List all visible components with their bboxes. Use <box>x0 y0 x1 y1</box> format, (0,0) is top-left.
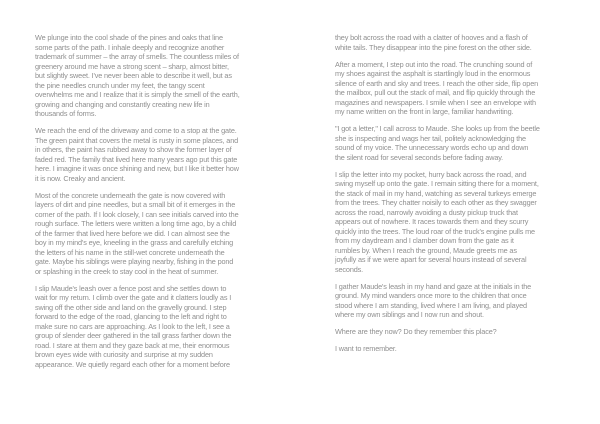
text-line: sound of my voice. The unnecessary words echo up and down <box>335 143 529 152</box>
paragraph <box>35 126 275 183</box>
paragraph <box>335 327 575 337</box>
text-line: the pine needles crunch under my feet, the tangy scent <box>35 80 205 90</box>
text-line: swing myself up onto the gate. I remain sitting there for a moment, <box>335 179 539 188</box>
text-line: corner of the path. If I look closely, I can see initials carved into the <box>35 209 239 219</box>
text-line: overwhelms me and I realize that it is simply the smell of the earth, <box>35 90 240 99</box>
text-line: trademark of summer – the array of smells. The countless miles of <box>35 52 239 61</box>
paragraph <box>335 282 575 320</box>
text-line: "I got a letter," I call across to Maude. She looks up from the beetle <box>335 124 540 133</box>
text-line: layers of dirt and pine needles, but a small bit of it emerges in the <box>35 200 236 209</box>
paragraph <box>35 284 275 370</box>
text-line: some parts of the path. I inhale deeply and recognize another <box>35 42 225 52</box>
text-line: I slip the letter into my pocket, hurry back across the road, and <box>335 169 527 179</box>
text-line: stood where I am standing, lived where I am living, and played <box>335 300 527 310</box>
paragraph <box>335 170 575 275</box>
text-line: here. I imagine it was once shining and new, but I like it better how <box>35 164 239 173</box>
text-line: in others, the paint has rubbed away to show the former layer of <box>35 145 232 154</box>
text-line: group of slender deer gathered in the tall grass farther down the <box>35 331 232 340</box>
text-line: forward to the edge of the road, glancing to the left and right to <box>35 312 227 321</box>
text-line: it is now. Creaky and ancient. <box>35 173 126 183</box>
text-line: from the trees. They chatter noisily to each other as they swagger <box>335 198 537 207</box>
text-line: my name written on the front in large, familiar handwriting. <box>335 107 514 116</box>
text-line: The green paint that covers the metal is rusty in some places, and <box>35 135 239 145</box>
text-line: gate. Maybe his siblings were playing nearby, fishing in the pond <box>35 257 234 266</box>
text-line: the letters of his name in the still-wet concrete underneath the <box>35 247 225 257</box>
text-line: rough surface. The letters were written a long time ago, by a child <box>35 219 237 228</box>
text-line: my shoes against the asphalt is startlingly loud in the enormous <box>335 69 531 78</box>
left-page <box>35 33 275 377</box>
text-line: boy in my mind's eye, kneeling in the grass and carefully etching <box>35 238 234 247</box>
text-line: the silent road for several seconds before fading away. <box>335 152 504 162</box>
text-line: rumbles by. When I reach the ground, Maude greets me as <box>335 245 517 255</box>
text-line: where my own siblings and I now run and shout. <box>335 310 484 319</box>
text-line: Where are they now? Do they remember this place? <box>335 327 497 336</box>
text-line: she is inspecting and wags her tail, politely acknowledging the <box>335 133 526 143</box>
right-page <box>335 33 575 361</box>
text-line: the stack of mail in my hand, watching as several turkeys emerge <box>335 188 537 198</box>
text-line: from my daydream and I clamber down from the gate as it <box>335 236 514 245</box>
text-line: white tails. They disappear into the pine forest on the other side. <box>335 42 532 52</box>
text-line: road. I stare at them and they gaze back at me, their enormous <box>35 340 230 350</box>
text-line: appearance. We quietly regard each other for a moment before <box>35 359 230 369</box>
text-line: quickly into the trees. The loud roar of the truck's engine pulls me <box>335 226 535 236</box>
text-line: After a moment, I step out into the road. The crunching sound of <box>335 59 533 69</box>
text-line: silence of earth and sky and trees. I reach the other side, flip open <box>335 78 539 88</box>
text-line: ground. My mind wanders once more to the children that once <box>335 291 527 300</box>
text-line: of the farmer that lived here before we did. I can almost see the <box>35 228 230 238</box>
text-line: they bolt across the road with a clatter of hooves and a flash of <box>335 33 528 42</box>
text-line: faded red. The family that lived here many years ago put this gate <box>35 154 238 164</box>
text-line: We reach the end of the driveway and come to a stop at the gate. <box>35 126 237 135</box>
text-line: growing and changing and constantly creating new life in <box>35 99 210 109</box>
text-line: thousands of forms. <box>35 109 97 118</box>
text-line: Most of the concrete underneath the gate is now covered with <box>35 190 226 200</box>
text-line: joyfully as if we were apart for several hours instead of several <box>335 255 527 264</box>
text-line: but slightly sweet. I've never been able to describe it well, but as <box>35 71 232 80</box>
text-line: make sure no cars are approaching. As I look to the left, I see a <box>35 321 230 331</box>
paragraph <box>335 124 575 162</box>
text-line: across the road, narrowly avoiding a dusty pickup truck that <box>335 207 518 217</box>
text-line: or splashing in the creek to stay cool in the heat of summer. <box>35 266 219 276</box>
text-line: I want to remember. <box>335 344 397 353</box>
paragraph <box>335 60 575 117</box>
text-line: I slip Maude's leash over a fence post and she settles down to <box>35 283 227 293</box>
text-line: appears out of nowhere. It races towards them and they scurry <box>335 217 529 226</box>
text-line: greenery around me have a strong scent – sharp, almost bitter, <box>35 61 229 71</box>
text-line: We plunge into the cool shade of the pines and oaks that line <box>35 33 223 42</box>
paragraph <box>335 344 575 354</box>
paragraph <box>35 33 275 119</box>
text-line: swing off the other side and land on the gravelly ground. I step <box>35 302 227 312</box>
paragraph <box>35 191 275 277</box>
paragraph <box>335 33 575 52</box>
text-line: magazines and newspapers. I smile when I see an envelope with <box>335 97 536 107</box>
text-line: brown eyes wide with curiosity and surprise at my sudden <box>35 350 213 359</box>
text-line: I gather Maude's leash in my hand and gaze at the initials in the <box>335 281 532 291</box>
text-line: wait for my return. I climb over the gate and it clatters loudly as I <box>35 293 232 302</box>
text-line: the mailbox, pull out the stack of mail, and flip quickly through the <box>335 88 536 97</box>
text-line: seconds. <box>335 264 364 274</box>
